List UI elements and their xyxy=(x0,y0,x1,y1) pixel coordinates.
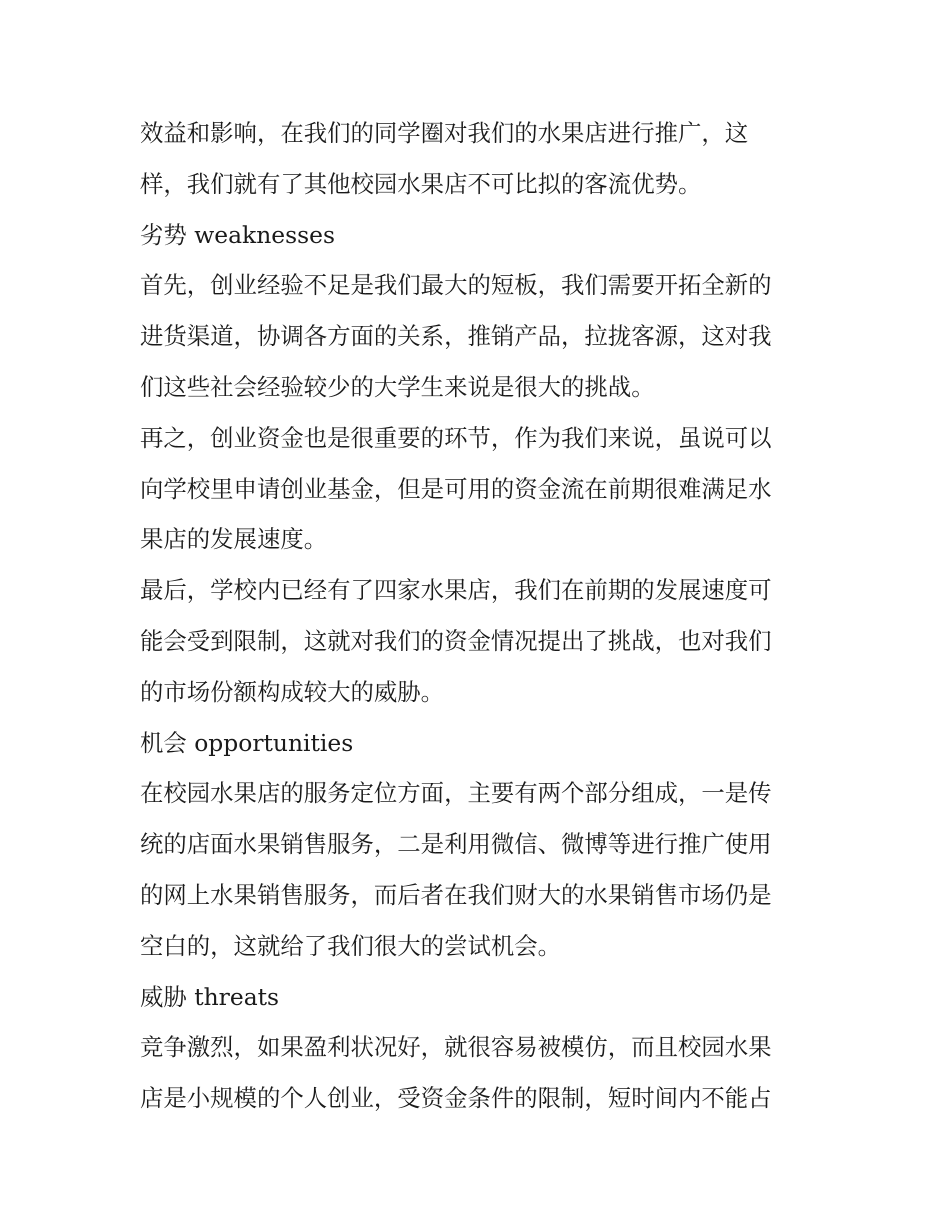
text-line: 再之，创业资金也是很重要的环节，作为我们来说，虽说可以 xyxy=(140,423,772,452)
paragraph xyxy=(140,108,812,210)
text-line: 能会受到限制，这就对我们的资金情况提出了挑战，也对我们 xyxy=(140,626,772,655)
text-line: 进货渠道，协调各方面的关系，推销产品，拉拢客源，这对我 xyxy=(140,322,772,351)
document-body xyxy=(140,108,812,1124)
text-line: 在校园水果店的服务定位方面，主要有两个部分组成，一是传 xyxy=(140,779,772,808)
text-line: 效益和影响，在我们的同学圈对我们的水果店进行推广，这 xyxy=(140,119,749,147)
text-line: 空白的，这就给了我们很大的尝试机会。 xyxy=(140,931,562,960)
text-line: 们这些社会经验较少的大学生来说是很大的挑战。 xyxy=(140,372,655,401)
text-line: 竞争激烈，如果盈利状况好，就很容易被模仿，而且校园水果 xyxy=(140,1033,772,1062)
section-heading: 机会 opportunities xyxy=(140,728,354,757)
text-line: 果店的发展速度。 xyxy=(140,525,328,554)
paragraph xyxy=(140,1022,812,1124)
paragraph xyxy=(140,768,812,971)
paragraph xyxy=(140,565,812,717)
section-heading: 劣势 weaknesses xyxy=(140,220,335,249)
text-line: 样，我们就有了其他校园水果店不可比拟的客流优势。 xyxy=(140,169,702,198)
text-line: 首先，创业经验不足是我们最大的短板，我们需要开拓全新的 xyxy=(140,271,772,300)
paragraph xyxy=(140,413,812,565)
text-line: 的市场份额构成较大的威胁。 xyxy=(140,677,445,706)
text-line: 最后，学校内已经有了四家水果店，我们在前期的发展速度可 xyxy=(140,576,772,605)
text-line: 店是小规模的个人创业，受资金条件的限制，短时间内不能占 xyxy=(140,1084,772,1113)
text-line: 统的店面水果销售服务，二是利用微信、微博等进行推广使用 xyxy=(140,830,772,859)
paragraph xyxy=(140,260,812,412)
text-line: 的网上水果销售服务，而后者在我们财大的水果销售市场仍是 xyxy=(140,880,772,909)
section-heading: 威胁 threats xyxy=(140,982,280,1011)
text-line: 向学校里申请创业基金，但是可用的资金流在前期很难满足水 xyxy=(140,474,772,503)
